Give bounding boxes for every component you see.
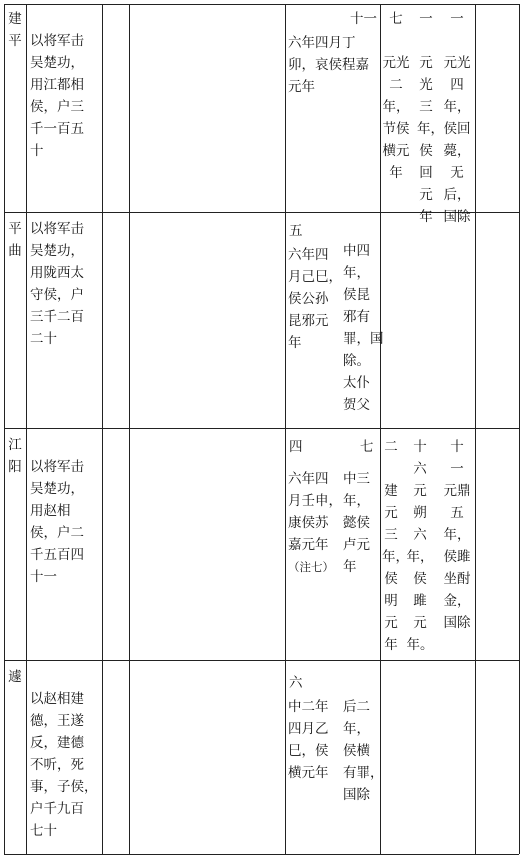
table-left-rule [4,4,5,854]
jing-record [288,696,329,784]
column-divider [285,4,286,854]
text-line: 年 [288,335,302,351]
fief-name: 平 曲 [8,221,22,259]
text-line: 用陇西太 [30,265,84,281]
text-line: 二十 [30,331,57,347]
text-line: 国除 [343,787,370,803]
text-line: 年， [343,493,370,509]
text-line: 有罪， [343,765,384,781]
merit-description [30,456,84,588]
text-line: 除。 [343,353,370,369]
fief-name: 遽 [8,669,22,685]
merit-description [30,218,84,350]
jing-year-count: 六 [289,675,303,691]
text-line: 以将军击 [30,459,84,475]
text-line: 邪有 [343,309,370,325]
fief-name: 江 阳 [8,437,22,475]
text-line: 四月乙 [288,721,329,737]
text-line: 吴楚功， [30,243,84,259]
text-line: 守侯，户 [30,287,84,303]
wu-record-column: 一 元 光 三 年， 侯 回 元 年 [417,11,444,225]
text-line: 十一 [30,569,57,585]
text-line: 卯，哀侯程嘉 [288,57,369,73]
row-divider [4,428,519,429]
text-line: 后二 [343,699,370,715]
text-line: 元年 [288,79,315,95]
text-line: 三千二百 [30,309,84,325]
text-line: 月己巳， [288,269,342,285]
text-line: 吴楚功， [30,481,84,497]
jing-record [288,32,369,98]
merit-description [30,688,98,842]
text-line: 事，子侯， [30,779,98,795]
jing-record [343,696,384,806]
wu-record-column: 十 六 元 朔 六 年， 侯 雎 元 年。 [406,439,434,653]
jing-year-count: 五 [289,223,303,239]
wu-record-column: 七 元光 二年， 节侯 横元 年 [382,11,410,181]
text-line: 七十 [30,823,57,839]
jing-record [288,468,342,578]
text-line: 中二年 [288,699,329,715]
text-line: 用赵相 [30,503,71,519]
text-line: 太仆 [343,375,370,391]
text-line: 户千九百 [30,801,84,817]
text-line: 十 [30,143,44,159]
text-line: 六年四月丁 [288,35,356,51]
text-line: 横元年 [288,765,329,781]
text-line: 六年四 [288,471,329,487]
text-line: 侯，户二 [30,525,84,541]
text-line: 年， [343,721,370,737]
text-line: 以将军击 [30,221,84,237]
text-line: 懿侯 [343,515,370,531]
text-line: 不听，死 [30,757,84,773]
jing-year-count: 七 [360,439,374,455]
text-line: 康侯苏 [288,515,329,531]
text-line: 以将军击 [30,33,84,49]
wu-record-column: 二 建 元 三 年， 侯 明 元 年 [382,439,409,653]
table-bottom-rule [4,854,519,855]
text-line: 巳，侯 [288,743,329,759]
text-line: 中三 [343,471,370,487]
text-line: 千五百四 [30,547,84,563]
text-line: 嘉元年 [288,537,329,553]
merit-description [30,30,84,162]
text-line: 六年四 [288,247,329,263]
column-divider [26,4,27,854]
text-line: 月壬申， [288,493,342,509]
jing-year-count: 四 [289,439,303,455]
text-line: 昆邪元 [288,313,329,329]
text-line: 以赵相建 [30,691,84,707]
text-line: 侯昆 [343,287,370,303]
jing-record [288,244,342,354]
text-line: 年， [343,265,370,281]
text-line: 侯横 [343,743,370,759]
jing-record [343,468,370,578]
column-divider [129,4,130,854]
table-top-rule [4,4,519,5]
fief-name: 建 平 [8,11,22,49]
text-line: 用江都相 [30,77,84,93]
wu-record-column: 一 元光 四年， 侯回 薨， 无 后， 国除 [443,11,471,225]
footnote-marker: （注七） [288,560,334,574]
text-line: 侯，户三 [30,99,84,115]
text-line: 吴楚功， [30,55,84,71]
text-line: 中四 [343,243,370,259]
row-divider [4,660,519,661]
text-line: 千一百五 [30,121,84,137]
text-line: 年 [343,559,357,575]
jing-year-count: 十一 [350,11,377,27]
wu-record-column: 十 一 元鼎 五年， 侯雎 坐酎 金， 国除 [443,439,471,631]
text-line: 卢元 [343,537,370,553]
column-divider [102,4,103,854]
text-line: 贺父 [343,397,370,413]
table-right-rule [519,4,520,854]
text-line: 侯公孙 [288,291,329,307]
column-divider [475,4,476,854]
text-line: 反，建德 [30,735,84,751]
text-line: 罪，国 [343,331,384,347]
text-line: 德，王遂 [30,713,84,729]
jing-record [343,240,384,416]
